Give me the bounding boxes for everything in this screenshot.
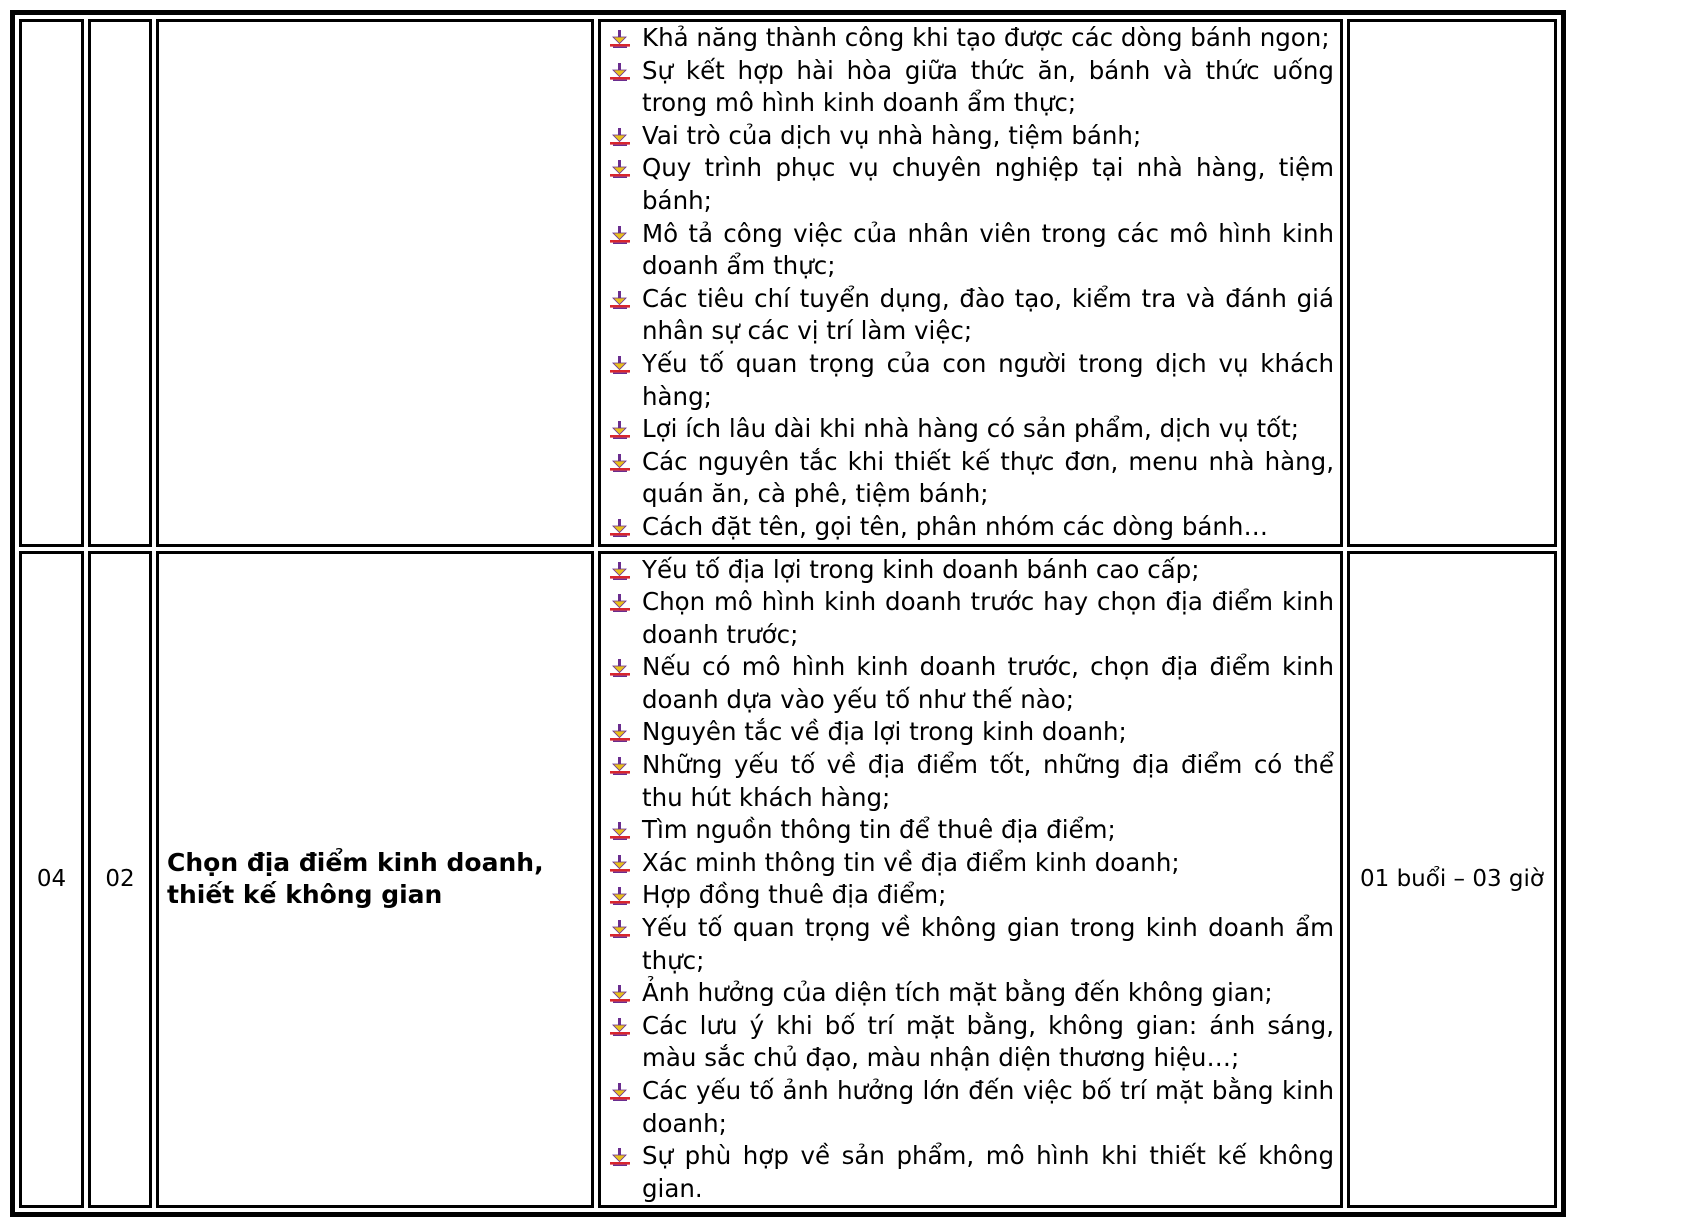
arrow-bullet-icon [608, 887, 632, 905]
arrow-bullet-icon [608, 1083, 632, 1101]
list-item [606, 1140, 1334, 1205]
arrow-bullet-icon [608, 724, 632, 742]
list-item [606, 586, 1334, 651]
list-item [606, 912, 1334, 977]
list-item-text: Ảnh hưởng của diện tích mặt bằng đến không gian; [642, 978, 1273, 1008]
document-page [10, 10, 1566, 1217]
list-item [606, 120, 1334, 153]
list-item [606, 218, 1334, 283]
arrow-bullet-icon [608, 659, 632, 677]
list-item-text: Sự phù hợp về sản phẩm, mô hình khi thiết kế không gian. [642, 1141, 1334, 1203]
list-item-text: Yếu tố quan trọng của con người trong dịch vụ khách hàng; [642, 348, 1334, 411]
content-list [606, 22, 1334, 544]
arrow-bullet-icon [608, 920, 632, 938]
list-item-text: Mô tả công việc của nhân viên trong các mô hình kinh doanh ẩm thực; [642, 218, 1334, 281]
arrow-bullet-icon [608, 985, 632, 1003]
lesson-content-cell [598, 19, 1343, 547]
arrow-bullet-icon [608, 226, 632, 244]
list-item-text: Chọn mô hình kinh doanh trước hay chọn địa điểm kinh doanh trước; [642, 587, 1334, 649]
list-item-text: Sự kết hợp hài hòa giữa thức ăn, bánh và thức uống trong mô hình kinh doanh ẩm thực; [642, 55, 1334, 118]
list-item-text: Các nguyên tắc khi thiết kế thực đơn, menu nhà hàng, quán ăn, cà phê, tiệm bánh; [642, 446, 1334, 509]
list-item-text: Tìm nguồn thông tin để thuê địa điểm; [642, 815, 1116, 845]
list-item-text: Nguyên tắc về địa lợi trong kinh doanh; [642, 717, 1127, 747]
list-item-text: Nếu có mô hình kinh doanh trước, chọn địa điểm kinh doanh dựa vào yếu tố như thế nào; [642, 652, 1334, 714]
arrow-bullet-icon [608, 30, 632, 48]
arrow-bullet-icon [608, 160, 632, 178]
arrow-bullet-icon [608, 291, 632, 309]
arrow-bullet-icon [608, 128, 632, 146]
table-row [19, 19, 1557, 547]
list-item-text: Các yếu tố ảnh hưởng lớn đến việc bố trí mặt bằng kinh doanh; [642, 1076, 1334, 1138]
lesson-content-cell [598, 551, 1343, 1209]
lesson-title-cell: Chọn địa điểm kinh doanh, thiết kế không gian [156, 551, 594, 1209]
list-item-text: Cách đặt tên, gọi tên, phân nhóm các dòng bánh… [642, 511, 1268, 541]
list-item [606, 348, 1334, 413]
list-item [606, 152, 1334, 217]
list-item-text: Yếu tố quan trọng về không gian trong kinh doanh ẩm thực; [642, 913, 1334, 975]
list-item [606, 1010, 1334, 1075]
list-item [606, 554, 1334, 587]
list-item [606, 847, 1334, 880]
arrow-bullet-icon [608, 421, 632, 439]
list-item [606, 977, 1334, 1010]
arrow-bullet-icon [608, 855, 632, 873]
list-item-text: Lợi ích lâu dài khi nhà hàng có sản phẩm, dịch vụ tốt; [642, 414, 1299, 444]
list-item-text: Các tiêu chí tuyển dụng, đào tạo, kiểm tra và đánh giá nhân sự các vị trí làm việc; [642, 283, 1334, 346]
arrow-bullet-icon [608, 356, 632, 374]
list-item [606, 511, 1334, 544]
arrow-bullet-icon [608, 519, 632, 537]
module-code-cell [88, 19, 152, 547]
list-item [606, 1075, 1334, 1140]
arrow-bullet-icon [608, 63, 632, 81]
module-code-cell: 02 [88, 551, 152, 1209]
list-item [606, 55, 1334, 120]
list-item [606, 283, 1334, 348]
arrow-bullet-icon [608, 562, 632, 580]
list-item-text: Hợp đồng thuê địa điểm; [642, 880, 947, 910]
lesson-title-cell [156, 19, 594, 547]
list-item-text: Những yếu tố về địa điểm tốt, những địa điểm có thể thu hút khách hàng; [642, 750, 1334, 812]
list-item-text: Vai trò của dịch vụ nhà hàng, tiệm bánh; [642, 120, 1142, 150]
table-row [19, 551, 1557, 1209]
arrow-bullet-icon [608, 1148, 632, 1166]
arrow-bullet-icon [608, 822, 632, 840]
list-item-text: Quy trình phục vụ chuyên nghiệp tại nhà hàng, tiệm bánh; [642, 153, 1334, 215]
list-item [606, 446, 1334, 511]
list-item [606, 651, 1334, 716]
lesson-number-cell [19, 19, 84, 547]
list-item [606, 716, 1334, 749]
arrow-bullet-icon [608, 757, 632, 775]
list-item-text: Yếu tố địa lợi trong kinh doanh bánh cao cấp; [642, 554, 1200, 584]
list-item [606, 749, 1334, 814]
arrow-bullet-icon [608, 1018, 632, 1036]
list-item [606, 413, 1334, 446]
arrow-bullet-icon [608, 454, 632, 472]
duration-cell [1347, 19, 1557, 547]
list-item-text: Xác minh thông tin về địa điểm kinh doanh; [642, 847, 1180, 877]
list-item-text: Các lưu ý khi bố trí mặt bằng, không gian: ánh sáng, màu sắc chủ đạo, màu nhận diện thương hiệu…; [642, 1010, 1334, 1073]
arrow-bullet-icon [608, 594, 632, 612]
content-list [606, 554, 1334, 1206]
syllabus-table [10, 10, 1566, 1217]
lesson-number-cell: 04 [19, 551, 84, 1209]
list-item [606, 22, 1334, 55]
list-item-text: Khả năng thành công khi tạo được các dòng bánh ngon; [642, 23, 1330, 52]
duration-cell: 01 buổi – 03 giờ [1347, 551, 1557, 1209]
list-item [606, 879, 1334, 912]
list-item [606, 814, 1334, 847]
